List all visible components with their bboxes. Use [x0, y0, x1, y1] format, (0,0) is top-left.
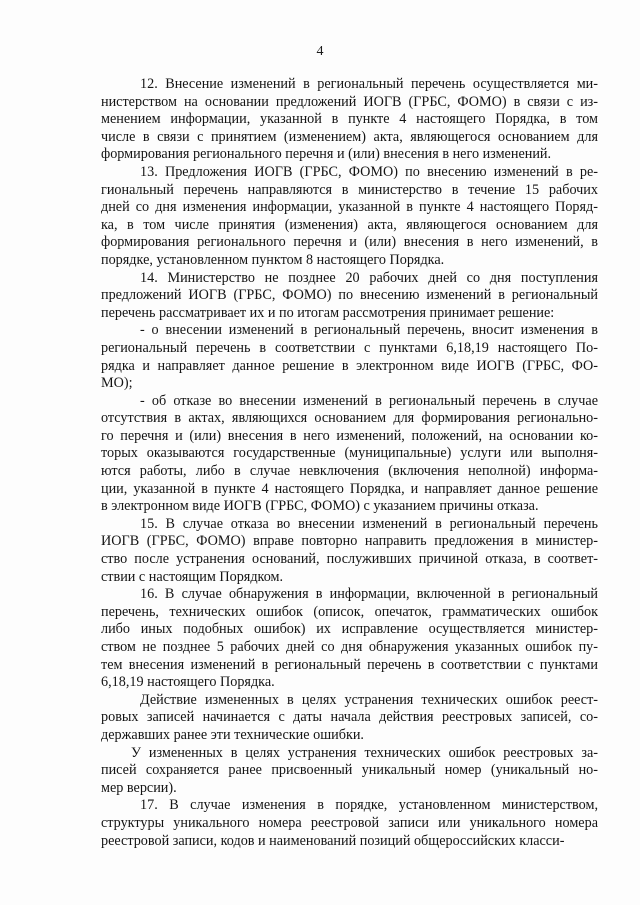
text-line: менением информации, указанной в пункте 4 настоящего Порядка, в том: [101, 111, 598, 128]
document-body: [101, 76, 598, 850]
page-number: 4: [316, 44, 324, 59]
text-line: реестровой записи, кодов и наименований позиций общероссийских класси-: [101, 832, 565, 849]
text-line: дней со дня изменения информации, указанной в пункте 4 настоящего Поряд-: [101, 199, 598, 216]
text-line: МО);: [101, 375, 133, 392]
text-line: державших ранее эти технические ошибки.: [101, 726, 364, 743]
paragraph-p17: [101, 797, 598, 850]
paragraph-p12: [101, 76, 598, 164]
text-line: региональный перечень в соответствии с пунктами 6,18,19 настоящего По-: [101, 339, 598, 356]
paragraph-p16: [101, 586, 598, 692]
text-line: структуры уникального номера реестровой записи или уникального номера: [101, 814, 598, 831]
text-line: ством не позднее 5 рабочих дней со дня обнаружения указанных ошибок пу-: [101, 639, 598, 655]
text-line: предложений ИОГВ (ГРБС, ФОМО) по внесению изменений в региональный: [101, 287, 598, 304]
text-line: 15. В случае отказа во внесении изменений в региональный перечень: [140, 515, 598, 532]
text-line: порядке, установленном пунктом 8 настоящего Порядка.: [101, 251, 445, 268]
text-line: ство после устранения оснований, послуживших причиной отказа, в соответ-: [101, 551, 598, 568]
text-line: в электронном виде ИОГВ (ГРБС, ФОМО) с указанием причины отказа.: [101, 498, 539, 515]
text-line: 16. В случае обнаружения в информации, включенной в региональный: [140, 586, 598, 603]
paragraph-p14b: [101, 393, 598, 516]
text-line: ции, указанной в пункте 4 настоящего Порядка, и направляет данное решение: [101, 480, 598, 497]
text-line: перечень, технических ошибок (описок, опечаток, грамматических ошибок: [101, 603, 598, 620]
text-line: У измененных в целях устранения технических ошибок реестровых за-: [131, 744, 598, 761]
text-line: ИОГВ (ГРБС, ФОМО) вправе повторно направить предложения в министер-: [101, 533, 598, 550]
paragraph-p14: [101, 270, 598, 323]
text-line: писей сохраняется ранее присвоенный уникальный номер (уникальный но-: [101, 762, 598, 779]
text-line: 13. Предложения ИОГВ (ГРБС, ФОМО) по внесению изменений в ре-: [140, 163, 598, 180]
text-line: торых оказываются государственные (муниципальные) услуги или выполня-: [101, 445, 598, 462]
text-line: 6,18,19 настоящего Порядка.: [101, 674, 275, 691]
text-line: ка, в том числе принятия (изменения) акта, являющегося основанием для: [101, 216, 598, 233]
paragraph-p16a: [101, 692, 598, 745]
text-line: 12. Внесение изменений в региональный перечень осуществляется ми-: [140, 76, 598, 92]
text-line: 14. Министерство не позднее 20 рабочих дней со дня поступления: [140, 269, 598, 286]
text-line: тем внесения изменений в региональный перечень в соответствии с пунктами: [101, 656, 598, 673]
text-line: ствии с настоящим Порядком.: [101, 568, 284, 585]
text-line: числе в связи с принятием (изменением) акта, являющегося основанием для: [101, 128, 598, 145]
paragraph-p16b: [101, 745, 598, 798]
text-line: - о внесении изменений в региональный перечень, вносит изменения в: [140, 322, 598, 339]
text-line: го перечня и (или) внесения в него изменений, положений, на основании ко-: [101, 427, 598, 444]
text-line: гиональный перечень направляются в министерство в течение 15 рабочих: [101, 181, 598, 198]
paragraph-p13: [101, 164, 598, 270]
paragraph-p15: [101, 516, 598, 586]
text-line: перечень рассматривает их и по итогам рассмотрения принимает решение:: [101, 304, 555, 321]
paragraph-p14a: [101, 322, 598, 392]
text-line: нистерством на основании предложений ИОГВ (ГРБС, ФОМО) в связи с из-: [101, 93, 598, 110]
text-line: формирования регионального перечня и (или) внесения в него изменений, в: [101, 234, 598, 251]
text-line: рядка и направляет данное решение в электронном виде ИОГВ (ГРБС, ФО-: [101, 357, 598, 374]
text-line: ровых записей начинается с даты начала действия реестровых записей, со-: [101, 709, 598, 726]
text-line: Действие измененных в целях устранения технических ошибок реест-: [140, 691, 598, 708]
text-line: - об отказе во внесении изменений в региональный перечень в случае: [140, 392, 598, 409]
text-line: либо иных подобных ошибок) их исправление осуществляется министер-: [101, 621, 598, 638]
text-line: формирования регионального перечня и (или) внесения в него изменений.: [101, 146, 552, 163]
text-line: ются работы, либо в случае невключения (включения неполной) информа-: [101, 463, 598, 480]
text-line: отсутствия в актах, являющихся основанием для формирования регионально-: [101, 410, 598, 427]
text-line: 17. В случае изменения в порядке, установленном министерством,: [140, 797, 598, 814]
text-line: мер версии).: [101, 779, 177, 796]
